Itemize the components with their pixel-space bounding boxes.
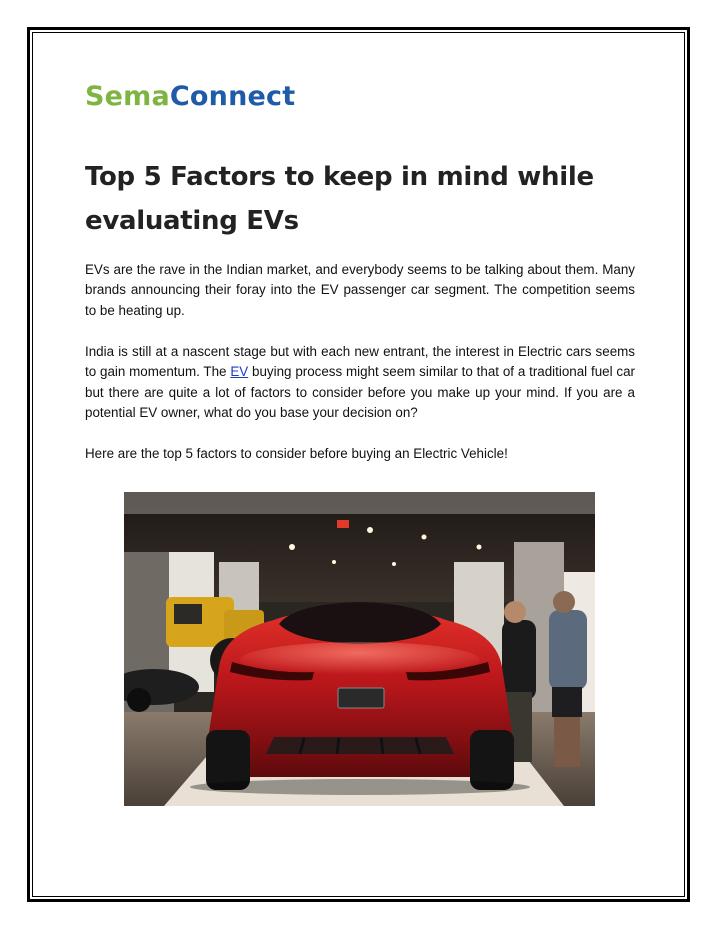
paragraph-momentum-text-start: India is still at a nascent stage but with each new entrant, the interest in Electric cars seems to gain momentum. The [85,344,635,380]
ev-link[interactable]: EV [230,364,249,380]
ev-car-photo [124,492,595,806]
paragraph-intro: EVs are the rave in the Indian market, and everybody seems to be talking about them. Many brands announcing their foray into the EV passenger car segment. The competition seems to be heating up. [85,262,635,318]
article-title: Top 5 Factors to keep in mind while evaluating EVs [85,162,594,236]
semaconnect-logo[interactable] [85,82,295,112]
paragraph-momentum-text-end: buying process might seem similar to that of a traditional fuel car but there are quite a lot of factors to consider before you make up your mind. If you are a potential EV owner, what do you base your decision on? [85,364,635,421]
paragraph-top5: Here are the top 5 factors to consider before buying an Electric Vehicle! [85,446,508,461]
paragraph-momentum [85,342,635,424]
logo-sema-text: Sema [85,81,170,112]
car-illustration [124,492,595,806]
logo-connect-text: Connect [169,81,296,112]
